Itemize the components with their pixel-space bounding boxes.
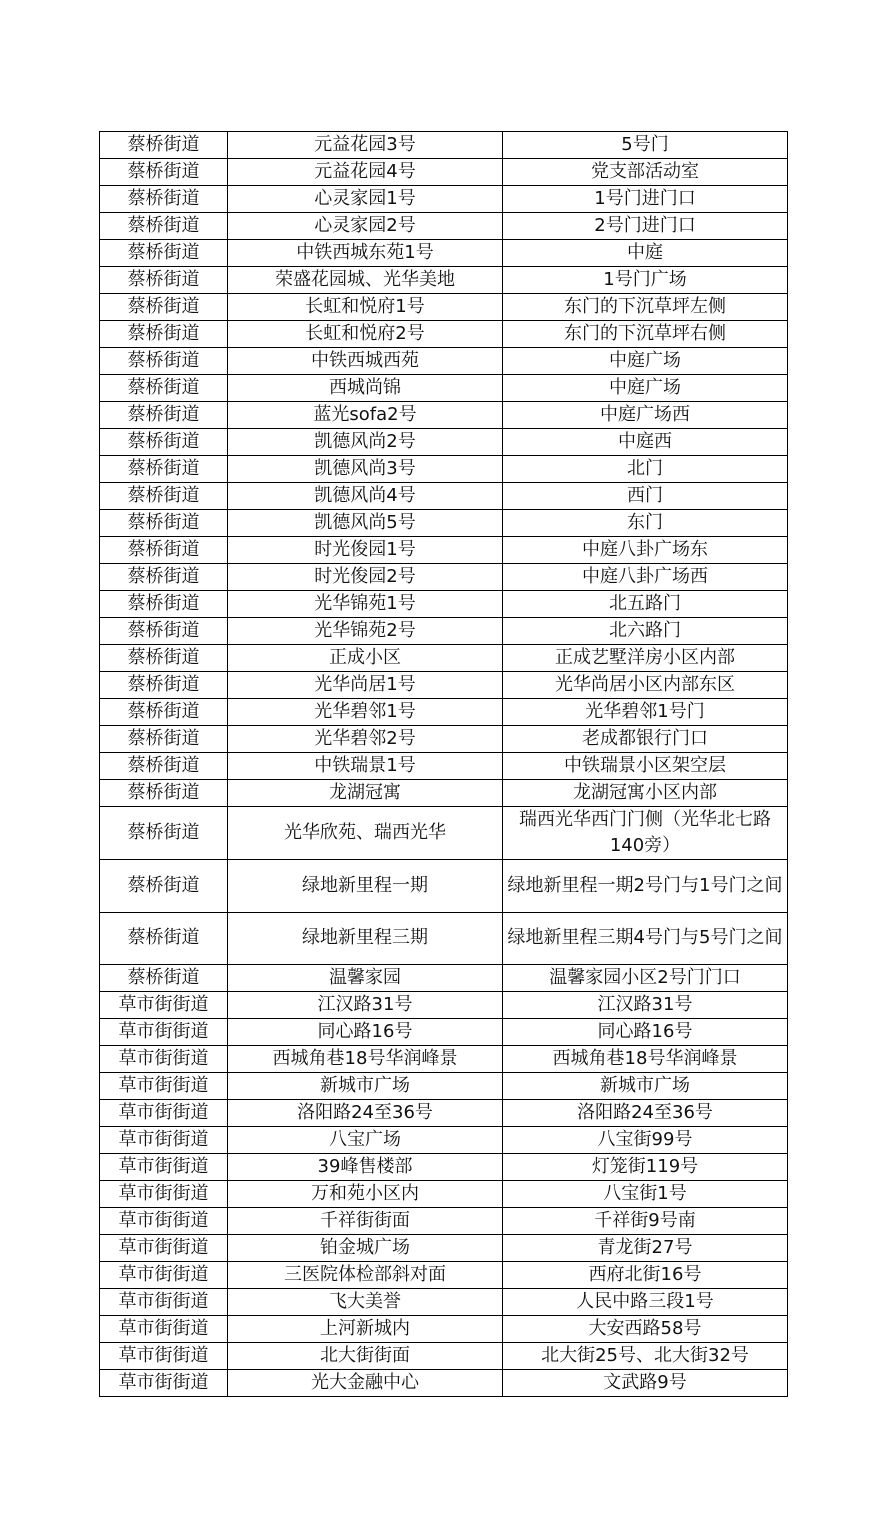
cell-street: 草市街街道 bbox=[100, 1235, 228, 1262]
cell-street: 草市街街道 bbox=[100, 1343, 228, 1370]
cell-location: 光华尚居小区内部东区 bbox=[503, 672, 788, 699]
cell-community: 铂金城广场 bbox=[228, 1235, 503, 1262]
cell-community: 荣盛花园城、光华美地 bbox=[228, 267, 503, 294]
cell-location: 大安西路58号 bbox=[503, 1316, 788, 1343]
cell-location: 西门 bbox=[503, 483, 788, 510]
cell-location: 北六路门 bbox=[503, 618, 788, 645]
cell-community: 元益花园4号 bbox=[228, 159, 503, 186]
cell-location: 江汉路31号 bbox=[503, 992, 788, 1019]
cell-community: 心灵家园2号 bbox=[228, 213, 503, 240]
cell-location: 中庭广场 bbox=[503, 348, 788, 375]
table-row bbox=[100, 1289, 788, 1316]
cell-community: 新城市广场 bbox=[228, 1073, 503, 1100]
cell-community: 洛阳路24至36号 bbox=[228, 1100, 503, 1127]
cell-street: 草市街街道 bbox=[100, 1073, 228, 1100]
cell-community: 龙湖冠寓 bbox=[228, 780, 503, 807]
table-row bbox=[100, 591, 788, 618]
cell-community: 绿地新里程三期 bbox=[228, 912, 503, 965]
cell-community: 凯德风尚4号 bbox=[228, 483, 503, 510]
cell-community: 凯德风尚5号 bbox=[228, 510, 503, 537]
cell-location: 东门 bbox=[503, 510, 788, 537]
cell-community: 上河新城内 bbox=[228, 1316, 503, 1343]
cell-location: 人民中路三段1号 bbox=[503, 1289, 788, 1316]
cell-street: 蔡桥街道 bbox=[100, 807, 228, 860]
cell-community: 江汉路31号 bbox=[228, 992, 503, 1019]
table-row bbox=[100, 1235, 788, 1262]
points-table bbox=[99, 131, 788, 1397]
cell-street: 蔡桥街道 bbox=[100, 240, 228, 267]
cell-location: 光华碧邻1号门 bbox=[503, 699, 788, 726]
cell-community: 西城角巷18号华润峰景 bbox=[228, 1046, 503, 1073]
table-row bbox=[100, 807, 788, 860]
cell-community: 光华锦苑2号 bbox=[228, 618, 503, 645]
cell-community: 时光俊园1号 bbox=[228, 537, 503, 564]
cell-location: 中庭八卦广场东 bbox=[503, 537, 788, 564]
cell-location: 2号门进门口 bbox=[503, 213, 788, 240]
table-row bbox=[100, 726, 788, 753]
cell-location: 西城角巷18号华润峰景 bbox=[503, 1046, 788, 1073]
table-row bbox=[100, 294, 788, 321]
table-row bbox=[100, 1262, 788, 1289]
table-row bbox=[100, 1343, 788, 1370]
table-row bbox=[100, 645, 788, 672]
cell-location: 北五路门 bbox=[503, 591, 788, 618]
cell-community: 长虹和悦府1号 bbox=[228, 294, 503, 321]
cell-street: 蔡桥街道 bbox=[100, 456, 228, 483]
cell-location: 东门的下沉草坪右侧 bbox=[503, 321, 788, 348]
cell-location: 八宝街1号 bbox=[503, 1181, 788, 1208]
table-row bbox=[100, 537, 788, 564]
cell-community: 长虹和悦府2号 bbox=[228, 321, 503, 348]
cell-location: 灯笼街119号 bbox=[503, 1154, 788, 1181]
cell-street: 蔡桥街道 bbox=[100, 375, 228, 402]
table-body bbox=[100, 132, 788, 1397]
cell-location: 八宝街99号 bbox=[503, 1127, 788, 1154]
cell-community: 北大街街面 bbox=[228, 1343, 503, 1370]
cell-community: 温馨家园 bbox=[228, 965, 503, 992]
cell-street: 蔡桥街道 bbox=[100, 186, 228, 213]
cell-community: 千祥街街面 bbox=[228, 1208, 503, 1235]
cell-location: 温馨家园小区2号门门口 bbox=[503, 965, 788, 992]
cell-community: 光华碧邻2号 bbox=[228, 726, 503, 753]
cell-street: 蔡桥街道 bbox=[100, 699, 228, 726]
table-row bbox=[100, 672, 788, 699]
cell-community: 西城尚锦 bbox=[228, 375, 503, 402]
table-row bbox=[100, 618, 788, 645]
table-row bbox=[100, 1127, 788, 1154]
cell-community: 八宝广场 bbox=[228, 1127, 503, 1154]
cell-location: 中铁瑞景小区架空层 bbox=[503, 753, 788, 780]
cell-street: 蔡桥街道 bbox=[100, 860, 228, 913]
cell-community: 中铁瑞景1号 bbox=[228, 753, 503, 780]
table-row bbox=[100, 267, 788, 294]
cell-street: 蔡桥街道 bbox=[100, 159, 228, 186]
cell-location: 中庭广场西 bbox=[503, 402, 788, 429]
table-row bbox=[100, 348, 788, 375]
cell-location: 文武路9号 bbox=[503, 1370, 788, 1397]
cell-location: 同心路16号 bbox=[503, 1019, 788, 1046]
cell-street: 蔡桥街道 bbox=[100, 912, 228, 965]
cell-location: 千祥街9号南 bbox=[503, 1208, 788, 1235]
cell-community: 元益花园3号 bbox=[228, 132, 503, 159]
cell-community: 三医院体检部斜对面 bbox=[228, 1262, 503, 1289]
table-row bbox=[100, 564, 788, 591]
table-row bbox=[100, 1100, 788, 1127]
table-row bbox=[100, 860, 788, 913]
cell-location: 北大街25号、北大街32号 bbox=[503, 1343, 788, 1370]
cell-community: 正成小区 bbox=[228, 645, 503, 672]
cell-street: 草市街街道 bbox=[100, 1370, 228, 1397]
table-row bbox=[100, 753, 788, 780]
cell-street: 草市街街道 bbox=[100, 1289, 228, 1316]
cell-street: 蔡桥街道 bbox=[100, 267, 228, 294]
cell-street: 草市街街道 bbox=[100, 1127, 228, 1154]
cell-location: 5号门 bbox=[503, 132, 788, 159]
cell-street: 草市街街道 bbox=[100, 1100, 228, 1127]
cell-street: 蔡桥街道 bbox=[100, 213, 228, 240]
cell-location: 东门的下沉草坪左侧 bbox=[503, 294, 788, 321]
table-row bbox=[100, 912, 788, 965]
table-row bbox=[100, 132, 788, 159]
cell-location: 老成都银行门口 bbox=[503, 726, 788, 753]
cell-location: 绿地新里程一期2号门与1号门之间 bbox=[503, 860, 788, 913]
cell-community: 凯德风尚2号 bbox=[228, 429, 503, 456]
cell-location: 1号门进门口 bbox=[503, 186, 788, 213]
cell-community: 万和苑小区内 bbox=[228, 1181, 503, 1208]
table-row bbox=[100, 780, 788, 807]
table-row bbox=[100, 699, 788, 726]
cell-community: 中铁西城西苑 bbox=[228, 348, 503, 375]
cell-location: 1号门广场 bbox=[503, 267, 788, 294]
cell-street: 草市街街道 bbox=[100, 992, 228, 1019]
cell-street: 蔡桥街道 bbox=[100, 618, 228, 645]
cell-street: 草市街街道 bbox=[100, 1046, 228, 1073]
cell-community: 同心路16号 bbox=[228, 1019, 503, 1046]
cell-community: 时光俊园2号 bbox=[228, 564, 503, 591]
cell-location: 北门 bbox=[503, 456, 788, 483]
cell-street: 蔡桥街道 bbox=[100, 537, 228, 564]
cell-street: 蔡桥街道 bbox=[100, 132, 228, 159]
cell-community: 凯德风尚3号 bbox=[228, 456, 503, 483]
cell-street: 蔡桥街道 bbox=[100, 510, 228, 537]
table-row bbox=[100, 375, 788, 402]
cell-location: 中庭八卦广场西 bbox=[503, 564, 788, 591]
cell-community: 光华碧邻1号 bbox=[228, 699, 503, 726]
cell-location: 党支部活动室 bbox=[503, 159, 788, 186]
table-row bbox=[100, 1154, 788, 1181]
cell-location: 瑞西光华西门门侧（光华北七路140旁） bbox=[503, 807, 788, 860]
table-row bbox=[100, 510, 788, 537]
table-row bbox=[100, 1208, 788, 1235]
cell-street: 蔡桥街道 bbox=[100, 348, 228, 375]
table-row bbox=[100, 456, 788, 483]
cell-location: 西府北街16号 bbox=[503, 1262, 788, 1289]
cell-community: 光大金融中心 bbox=[228, 1370, 503, 1397]
cell-location: 中庭广场 bbox=[503, 375, 788, 402]
points-table-sheet bbox=[99, 131, 787, 1397]
table-row bbox=[100, 213, 788, 240]
cell-street: 蔡桥街道 bbox=[100, 645, 228, 672]
table-row bbox=[100, 429, 788, 456]
cell-location: 青龙街27号 bbox=[503, 1235, 788, 1262]
cell-street: 蔡桥街道 bbox=[100, 321, 228, 348]
cell-community: 心灵家园1号 bbox=[228, 186, 503, 213]
cell-community: 飞大美誉 bbox=[228, 1289, 503, 1316]
table-row bbox=[100, 240, 788, 267]
cell-location: 中庭西 bbox=[503, 429, 788, 456]
cell-street: 蔡桥街道 bbox=[100, 429, 228, 456]
cell-street: 蔡桥街道 bbox=[100, 564, 228, 591]
table-row bbox=[100, 1181, 788, 1208]
cell-street: 草市街街道 bbox=[100, 1154, 228, 1181]
cell-street: 草市街街道 bbox=[100, 1181, 228, 1208]
table-row bbox=[100, 1073, 788, 1100]
cell-street: 草市街街道 bbox=[100, 1208, 228, 1235]
cell-street: 草市街街道 bbox=[100, 1262, 228, 1289]
table-row bbox=[100, 1370, 788, 1397]
table-row bbox=[100, 186, 788, 213]
table-row bbox=[100, 1046, 788, 1073]
cell-street: 蔡桥街道 bbox=[100, 672, 228, 699]
cell-community: 光华欣苑、瑞西光华 bbox=[228, 807, 503, 860]
table-row bbox=[100, 992, 788, 1019]
table-row bbox=[100, 402, 788, 429]
cell-location: 新城市广场 bbox=[503, 1073, 788, 1100]
cell-street: 蔡桥街道 bbox=[100, 965, 228, 992]
cell-street: 草市街街道 bbox=[100, 1019, 228, 1046]
cell-community: 光华尚居1号 bbox=[228, 672, 503, 699]
cell-street: 蔡桥街道 bbox=[100, 294, 228, 321]
cell-street: 蔡桥街道 bbox=[100, 780, 228, 807]
cell-location: 正成艺墅洋房小区内部 bbox=[503, 645, 788, 672]
cell-community: 光华锦苑1号 bbox=[228, 591, 503, 618]
table-row bbox=[100, 483, 788, 510]
cell-street: 蔡桥街道 bbox=[100, 483, 228, 510]
cell-community: 绿地新里程一期 bbox=[228, 860, 503, 913]
cell-location: 龙湖冠寓小区内部 bbox=[503, 780, 788, 807]
cell-street: 蔡桥街道 bbox=[100, 402, 228, 429]
cell-street: 蔡桥街道 bbox=[100, 591, 228, 618]
cell-community: 中铁西城东苑1号 bbox=[228, 240, 503, 267]
cell-community: 蓝光sofa2号 bbox=[228, 402, 503, 429]
cell-street: 蔡桥街道 bbox=[100, 726, 228, 753]
cell-street: 蔡桥街道 bbox=[100, 753, 228, 780]
table-row bbox=[100, 1019, 788, 1046]
table-row bbox=[100, 159, 788, 186]
cell-location: 洛阳路24至36号 bbox=[503, 1100, 788, 1127]
table-row bbox=[100, 1316, 788, 1343]
cell-street: 草市街街道 bbox=[100, 1316, 228, 1343]
cell-location: 绿地新里程三期4号门与5号门之间 bbox=[503, 912, 788, 965]
table-row bbox=[100, 321, 788, 348]
table-row bbox=[100, 965, 788, 992]
cell-community: 39峰售楼部 bbox=[228, 1154, 503, 1181]
cell-location: 中庭 bbox=[503, 240, 788, 267]
